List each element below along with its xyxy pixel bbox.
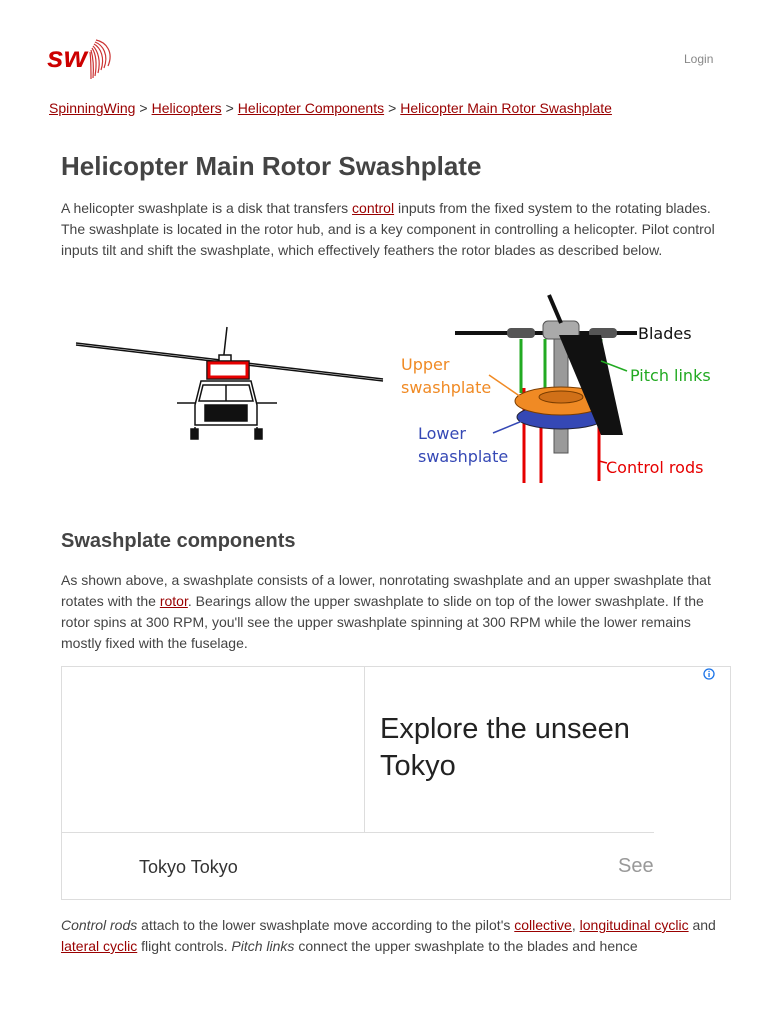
breadcrumb-separator: > xyxy=(139,100,148,116)
label-upper-swashplate-line2: swashplate xyxy=(401,378,492,397)
components-text-end: . Bearings allow the upper swashplate to slide on top of the lower swashplate. If the rotor spins at 300 RPM, you'll see the upper swashplate spinning at 300 RPM while the lower remains mostly fixed with the fuselage. xyxy=(61,593,704,651)
spinningwing-logo[interactable] xyxy=(46,36,116,82)
label-lower-swashplate-line2: swashplate xyxy=(418,447,509,466)
breadcrumb xyxy=(49,100,612,116)
intro-text-end: inputs from the fixed system to the rotating blades. The swashplate is located in the rotor hub, and is a key component in controlling a helicopter. Pilot control inputs tilt and shift the swashplate, which effectively feathers the rotor blades as described below. xyxy=(61,200,715,258)
collective-link[interactable]: collective xyxy=(514,917,572,933)
ad-headline[interactable] xyxy=(380,711,660,785)
lateral-cyclic-link[interactable]: lateral cyclic xyxy=(61,938,138,954)
ad-banner[interactable] xyxy=(61,666,731,900)
logo-wordmark: sw xyxy=(47,41,88,74)
label-control-rods: Control rods xyxy=(606,458,704,477)
label-blades: Blades xyxy=(638,324,692,343)
controls-text-1: attach to the lower swashplate move according to the pilot's xyxy=(137,917,515,933)
pitch-links-term: Pitch links xyxy=(231,938,295,954)
ad-headline-line1: Explore the unseen xyxy=(380,713,630,745)
info-icon xyxy=(703,668,715,680)
ad-cta-button[interactable]: See xyxy=(618,855,654,877)
site-header xyxy=(0,0,768,90)
feather-icon xyxy=(90,40,110,79)
swashplate-figure xyxy=(71,293,731,493)
helicopter-front-view xyxy=(76,327,383,439)
logo-graphic xyxy=(46,36,116,82)
breadcrumb-link-helicopters[interactable]: Helicopters xyxy=(151,100,222,116)
ad-info-icon[interactable] xyxy=(703,667,715,679)
label-pitch-links: Pitch links xyxy=(630,366,711,385)
longitudinal-cyclic-link[interactable]: longitudinal cyclic xyxy=(579,917,689,933)
breadcrumb-separator: > xyxy=(225,100,234,116)
components-text-start: As shown above, a swashplate consists of a lower, nonrotating swashplate and an upper swashplate that rotates with the xyxy=(61,572,711,609)
control-rods-term: Control rods xyxy=(61,917,138,933)
ad-image-area[interactable] xyxy=(62,667,365,832)
control-link[interactable]: control xyxy=(352,200,395,216)
ad-headline-line2: Tokyo xyxy=(380,750,456,782)
swashplate-diagram xyxy=(71,293,731,493)
section-heading-components: Swashplate components xyxy=(61,530,296,552)
breadcrumb-link-home[interactable]: SpinningWing xyxy=(49,100,136,116)
rotor-link[interactable]: rotor xyxy=(159,593,188,609)
intro-text-start: A helicopter swashplate is a disk that transfers xyxy=(61,200,353,216)
article xyxy=(61,148,726,651)
login-link[interactable]: Login xyxy=(684,52,714,66)
ad-brand[interactable]: Tokyo Tokyo xyxy=(139,857,238,877)
intro-paragraph xyxy=(61,198,726,261)
page-title: Helicopter Main Rotor Swashplate xyxy=(61,151,482,181)
label-lower-swashplate-line1: Lower xyxy=(418,424,466,443)
controls-paragraph xyxy=(61,915,726,957)
components-paragraph xyxy=(61,570,726,654)
controls-comma: , xyxy=(571,917,580,933)
label-upper-swashplate-line1: Upper xyxy=(401,355,450,374)
ad-divider xyxy=(62,832,654,833)
breadcrumb-link-components[interactable]: Helicopter Components xyxy=(237,100,385,116)
controls-text-3: flight controls. xyxy=(137,938,232,954)
ad-right-blank xyxy=(654,667,731,900)
controls-text-4: connect the upper swashplate to the blades and hence xyxy=(294,938,638,954)
breadcrumb-link-current[interactable]: Helicopter Main Rotor Swashplate xyxy=(400,100,612,116)
controls-text-2: and xyxy=(688,917,716,933)
breadcrumb-separator: > xyxy=(388,100,397,116)
